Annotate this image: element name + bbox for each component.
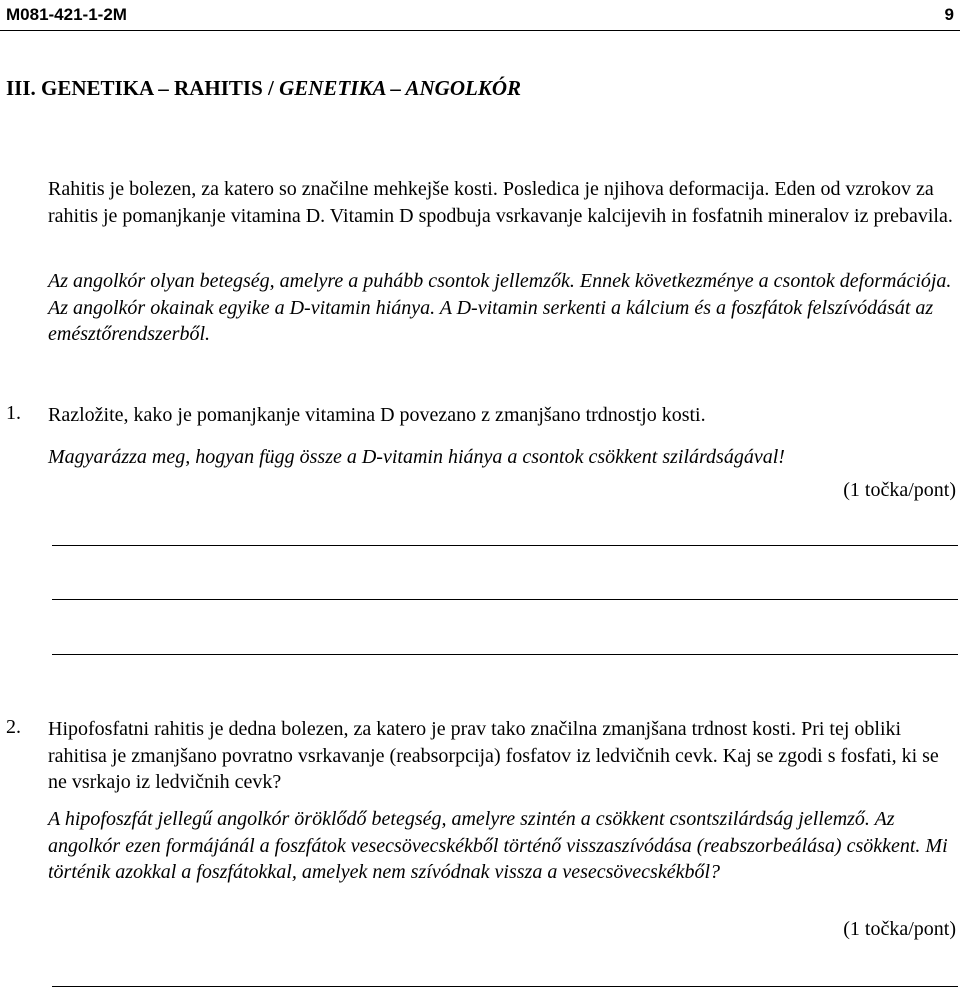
intro-text-sl: Rahitis je bolezen, za katero so značilne mehkejše kosti. Posledica je njihova deformacija. Eden od vzrokov za rahitis je pomanjkanje vitamina D. Vitamin D spodbuja vsrkavanje kalcijevih in fosfatnih mineralov iz prebavila. — [48, 178, 953, 227]
question-1-text-sl: Razložite, kako je pomanjkanje vitamina D povezano z zmanjšano trdnostjo kosti. — [48, 404, 706, 426]
question-1-points: (1 točka/pont) — [843, 479, 956, 501]
question-2-text-sl: Hipofosfatni rahitis je dedna bolezen, za katero je prav tako značilna zmanjšana trdnost kosti. Pri tej obliki rahitisa je zmanjšano povratno vsrkavanje (reabsorpcija) fosfatov iz ledvičnih cevk. Kaj se zgodi s fosfati, ki se ne vsrkajo iz ledvičnih cevk? — [48, 718, 939, 793]
section-title-hu: GENETIKA – ANGOLKÓR — [279, 76, 522, 100]
answer-line[interactable] — [52, 654, 958, 655]
answer-line[interactable] — [52, 545, 958, 546]
question-2-number: 2. — [6, 716, 21, 738]
question-1-number: 1. — [6, 402, 21, 424]
exam-code: M081-421-1-2M — [6, 5, 127, 24]
intro-text-hu: Az angolkór olyan betegség, amelyre a puhább csontok jellemzők. Ennek következménye a csontok deformációja. Az angolkór okainak egyike a D-vitamin hiánya. A D-vitamin serkenti a kálcium és a foszfátok felszívódását az emésztőrendszerből. — [48, 270, 952, 345]
question-2-text-hu: A hipofoszfát jellegű angolkór öröklődő betegség, amelyre szintén a csökkent csontszilárdság jellemző. Az angolkór ezen formájánál a foszfátok vesecsövecskékből történő visszaszívódása (reabszorbeálása) csökkent. Mi történik azokkal a foszfátokkal, amelyek nem szívódnak vissza a vesecsövecskékből? — [48, 808, 948, 883]
question-2-points: (1 točka/pont) — [843, 918, 956, 940]
section-title-sl: III. GENETIKA – RAHITIS / — [6, 76, 280, 100]
answer-line[interactable] — [52, 599, 958, 600]
answer-line[interactable] — [52, 986, 958, 987]
question-1-text-hu: Magyarázza meg, hogyan függ össze a D-vitamin hiánya a csontok csökkent szilárdságával! — [48, 446, 785, 468]
section-title — [6, 76, 521, 101]
page-header — [0, 0, 960, 31]
page-number: 9 — [944, 5, 954, 24]
